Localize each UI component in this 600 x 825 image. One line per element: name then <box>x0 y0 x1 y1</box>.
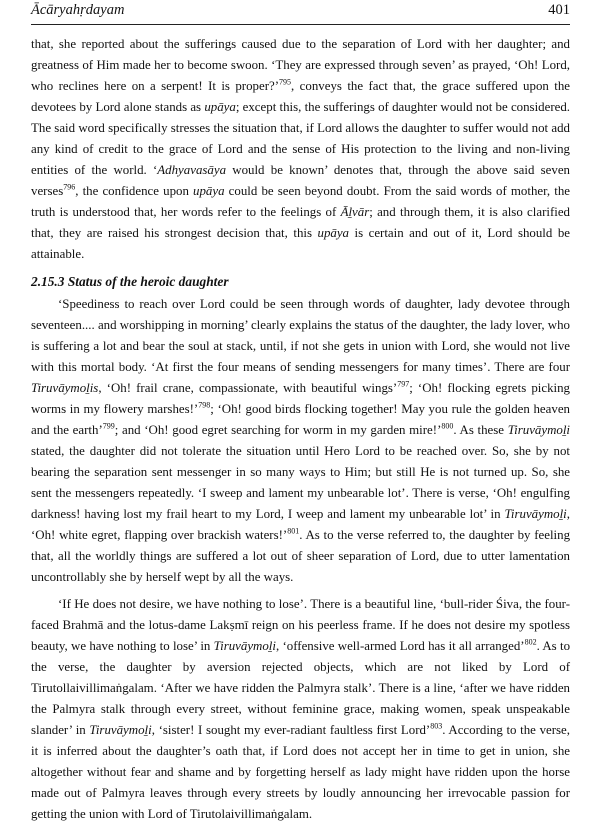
text-run: ; and through them, it is also clarified that, they are raised his strongest decision that, this <box>31 205 570 240</box>
text-run: , ‘Oh! white egret, flapping over brackish waters!’ <box>31 507 570 542</box>
text-run: . According to the verse, it is inferred about the daughter’s oath that, if Lord does not accept her in time to get in union, she altogether without fear and shame and by forgetting herself as lady might have ridden upon the horse made out of Palmyra leaves through every streets by loudly announcing her irrevocable passion for getting the union with Lord of Tirutolaivillimaṅgalam. <box>31 723 570 821</box>
text-run: stated, the daughter did not tolerate the situation until Hero Lord to be reached over. So, she by not bearing the separation sent messenger in so many ways to Him; but still He is not turned up. So, she sent the messengers repeatedly. ‘I sweep and lament my unbearable lot’. There is verse, ‘Oh! engulfing darkness! having lost my frail heart to my Lord, I weep and lament my unbearable lot’ in <box>31 444 570 521</box>
text-run: . As these <box>453 423 508 437</box>
footnote-ref: 799 <box>102 421 115 431</box>
text-run: ‘If He does not desire, we have nothing to lose’. There is a beautiful line, ‘bull-rider Śiva, the four-faced Brahmā and the lotus-dame Lakṣmī reign on his peerless frame. If he does not desire my spotless beauty, we have nothing to lose’ in <box>31 597 570 653</box>
italic-term: Tiruvāymoḻi <box>213 639 276 653</box>
footnote-ref: 798 <box>198 400 211 410</box>
italic-term: Tiruvāymoḻis <box>31 381 99 395</box>
text-run: , ‘Oh! frail crane, compassionate, with beautiful wings’ <box>98 381 398 395</box>
italic-term: Āḻvār <box>340 205 370 219</box>
italic-term: upāya <box>317 226 350 240</box>
italic-term: upāya <box>193 184 225 198</box>
text-run: could be seen beyond doubt. From the said words of mother, the truth is understood that, her words refer to the feelings of <box>31 184 570 219</box>
text-run: ; except this, the sufferings of daughter would not be considered. The said word specifically stresses the situation that, if Lord allows the daughter to suffer would not add any kind of credit to the grace of Lord and the sense of His protection to the living and non-living entities of the world. ‘ <box>31 100 571 177</box>
text-run: ; ‘Oh! good birds flocking together! May you rule the golden heaven and the earth’ <box>31 402 570 437</box>
paragraph-1 <box>31 34 570 265</box>
text-run: ; and ‘Oh! good egret searching for worm in my garden mire!’ <box>114 423 442 437</box>
text-run: ; ‘Oh! flocking egrets picking worms in my flowery marshes!’ <box>31 381 570 416</box>
paragraph-3 <box>31 594 570 825</box>
page-number: 401 <box>548 2 570 18</box>
text-run: . As to the verse, the daughter by aversion rejected objects, which are not liked by Lord of Tirutollaivillimaṅgalam. ‘After we have ridden the Palmyra stalk’. There is a line, ‘after we have ridden the Palmyra stalk through every street, without feminine grace, making women, speak unspeakable slander’ in <box>31 639 571 737</box>
footnote-ref: 802 <box>524 637 537 647</box>
text-run: that, she reported about the sufferings caused due to the separation of Lord with her daughter; and greatness of Him made her to become swoon. ‘They are expressed through seven’ as prayed, ‘Oh! Lord, who reclines here on a serpent! It is proper?’ <box>31 37 570 93</box>
footnote-ref: 800 <box>441 421 454 431</box>
text-run: , ‘offensive well-armed Lord has it all arranged’ <box>275 639 525 653</box>
text-run: , conveys the fact that, the grace suffered upon the devotees by Lord alone stands as <box>31 79 570 114</box>
text-run: would be known’ denotes that, through the above said seven verses <box>31 163 570 198</box>
italic-term: Tiruvāymoḻi <box>507 423 570 437</box>
footnote-ref: 795 <box>279 77 292 87</box>
footnote-ref: 796 <box>63 182 76 192</box>
text-run: ‘Speediness to reach over Lord could be seen through words of daughter, lady devotee through seventeen.... and worshipping in morning’ clearly explains the status of the daughter, the lady lover, who is suffering a lot and bear the soul at stack, until, if not she gets in union with Lord, she would not live with this mortal body. ‘At first the four means of sending messengers for many times’. There are four <box>31 297 570 374</box>
italic-term: Tiruvāymoḻi <box>504 507 567 521</box>
footnote-ref: 797 <box>397 379 410 389</box>
text-run: , the confidence upon <box>75 184 194 198</box>
italic-term: Adhyavasāya <box>157 163 227 177</box>
page-body <box>31 34 570 825</box>
text-run: is certain and out of it, Lord should be attainable. <box>31 226 570 261</box>
italic-term: Tiruvāymoḻi <box>89 723 152 737</box>
text-run: . As to the verse referred to, the daughter by feeling that, all the worldly things are suffered a lot out of sheer separation of Lord, due to utter lamentation uncontrollably she by herself wept by all the ways. <box>31 528 571 584</box>
paragraph-2 <box>31 294 570 588</box>
section-heading: 2.15.3 Status of the heroic daughter <box>31 274 229 289</box>
running-title: Ācāryahṛdayam <box>31 2 125 18</box>
running-header <box>31 2 570 25</box>
text-run: , ‘sister! I sought my ever-radiant faultless first Lord’ <box>151 723 431 737</box>
footnote-ref: 801 <box>287 526 300 536</box>
italic-term: upāya <box>204 100 236 114</box>
footnote-ref: 803 <box>430 721 443 731</box>
